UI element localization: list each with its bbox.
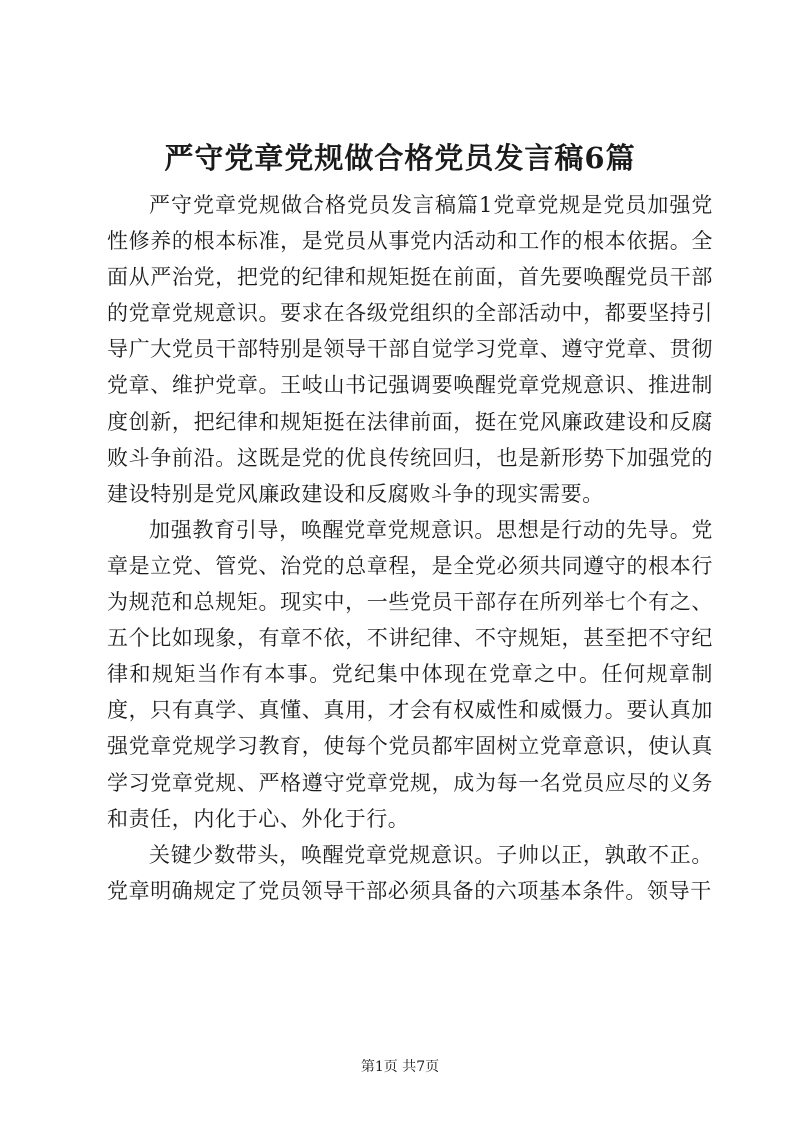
page-number: 第1页 共7页	[360, 1059, 440, 1075]
paragraph-1: 严守党章党规做合格党员发言稿篇1党章党规是党员加强党性修养的根本标准，是党员从事党内活动和工作的根本依据。全面从严治党，把党的纪律和规矩挺在前面，首先要唤醒党员干部的党章党规意识。要求在各级党组织的全部活动中，都要坚持引导广大党员干部特别是领导干部自觉学习党章、遵守党章、贯彻党章、维护党章。王岐山书记强调要唤醒党章党规意识、推进制度创新，把纪律和规矩挺在法律前面，挺在党风廉政建设和反腐败斗争前沿。这既是党的优良传统回归，也是新形势下加强党的建设特别是党风廉政建设和反腐败斗争的现实需要。	[107, 193, 713, 506]
paragraph-2: 加强教育引导，唤醒党章党规意识。思想是行动的先导。党章是立党、管党、治党的总章程，是全党必须共同遵守的根本行为规范和总规矩。现实中，一些党员干部存在所列举七个有之、五个比如现象，有章不依，不讲纪律、不守规矩，甚至把不守纪律和规矩当作有本事。党纪集中体现在党章之中。任何规章制度，只有真学、真懂、真用，才会有权威性和威慑力。要认真加强党章党规学习教育，使每个党员都牢固树立党章意识，使认真学习党章党规、严格遵守党章党规，成为每一名党员应尽的义务和责任，内化于心、外化于行。	[107, 517, 713, 831]
document-body	[107, 187, 713, 909]
paragraph-3: 关键少数带头，唤醒党章党规意识。子帅以正，孰敢不正。党章明确规定了党员领导干部必须具备的六项基本条件。领导干	[107, 842, 713, 903]
document-title: 严守党章党规做合格党员发言稿6篇	[164, 141, 636, 175]
